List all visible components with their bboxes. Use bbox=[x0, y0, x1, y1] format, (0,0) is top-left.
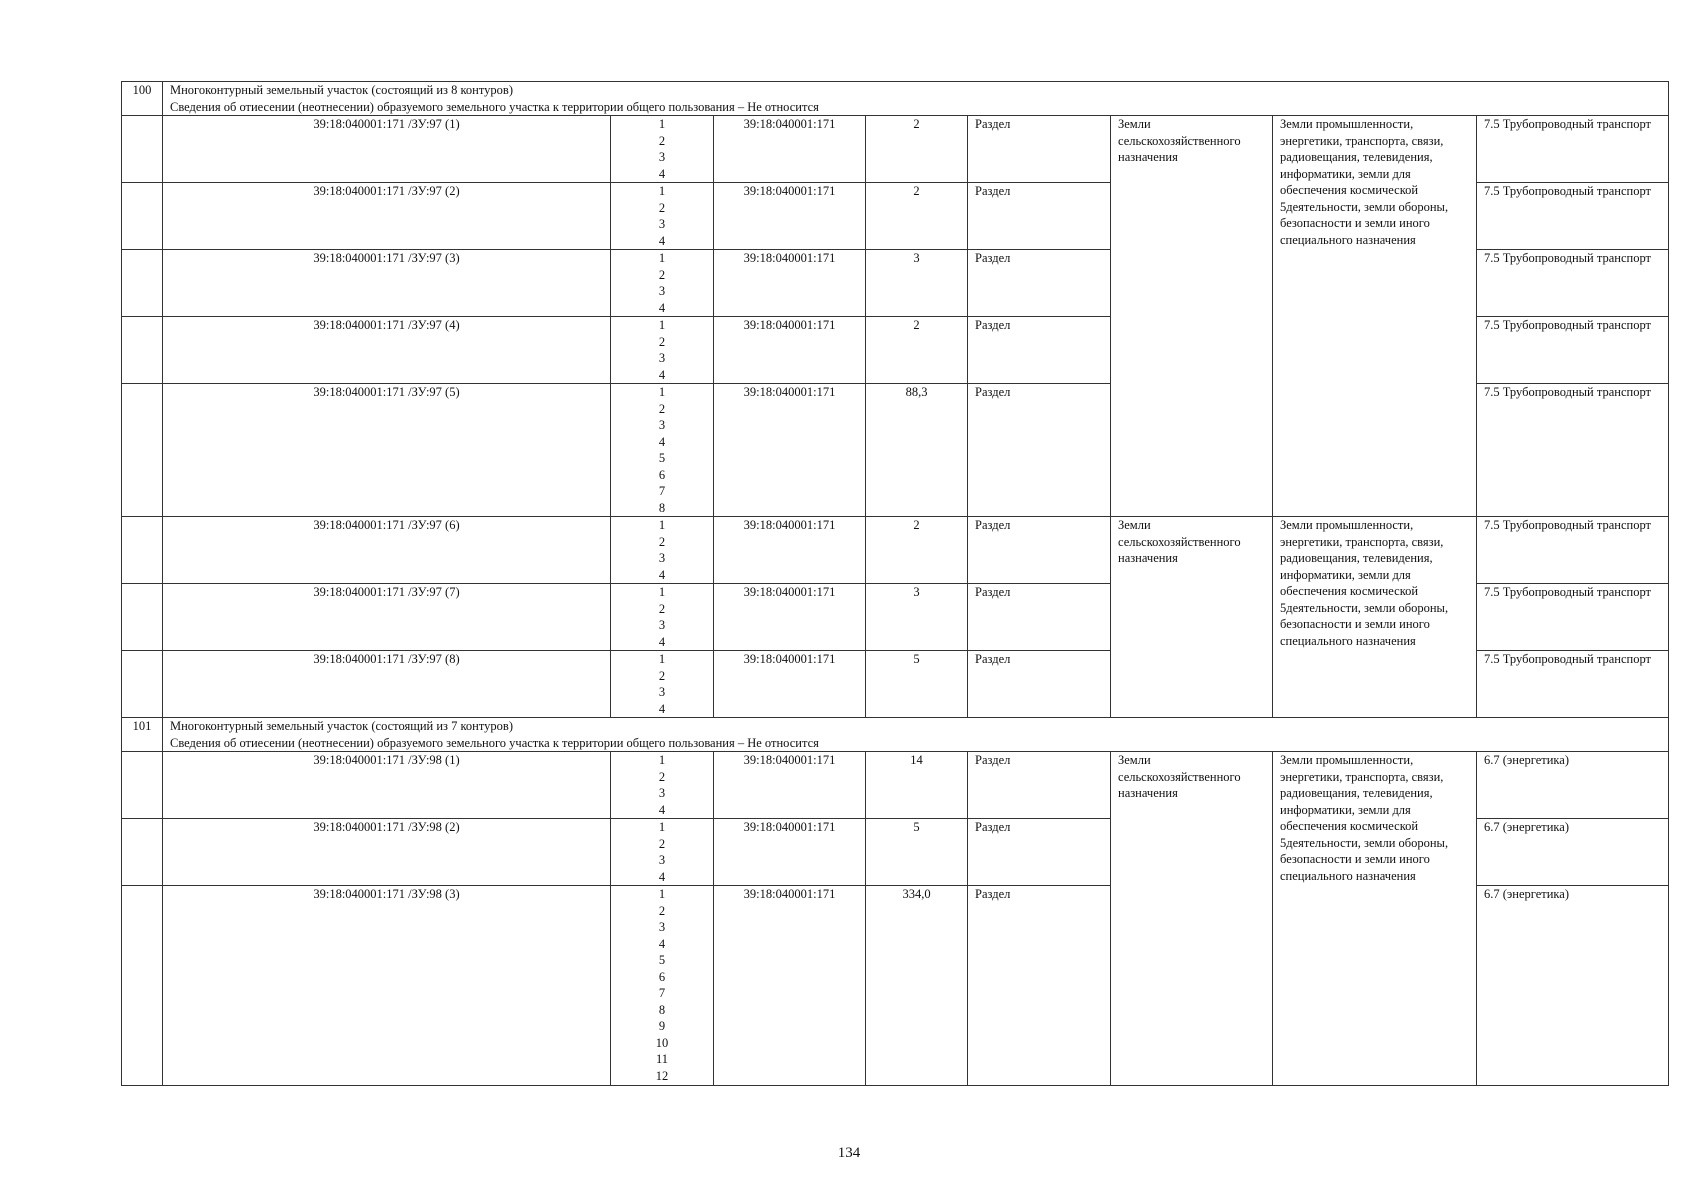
area-value: 5 bbox=[866, 651, 968, 718]
source-parcel: 39:18:040001:171 bbox=[714, 384, 866, 517]
parcel-id: 39:18:040001:171 /ЗУ:97 (7) bbox=[163, 584, 611, 651]
row-number-cell bbox=[122, 886, 163, 1086]
source-parcel: 39:18:040001:171 bbox=[714, 116, 866, 183]
formation-method: Раздел bbox=[968, 886, 1111, 1086]
group-note: Сведения об отиесении (неотнесении) образуемого земельного участка к территории общего пользования – Не относится bbox=[170, 735, 819, 750]
permitted-use: 6.7 (энергетика) bbox=[1477, 886, 1669, 1086]
area-value: 334,0 bbox=[866, 886, 968, 1086]
parcel-id: 39:18:040001:171 /ЗУ:97 (1) bbox=[163, 116, 611, 183]
parcel-id: 39:18:040001:171 /ЗУ:97 (6) bbox=[163, 517, 611, 584]
formation-method: Раздел bbox=[968, 651, 1111, 718]
parcel-id: 39:18:040001:171 /ЗУ:97 (8) bbox=[163, 651, 611, 718]
group-note: Сведения об отиесении (неотнесении) образуемого земельного участка к территории общего пользования – Не относится bbox=[170, 99, 819, 114]
group-title: Многоконтурный земельный участок (состоящий из 7 контуров) bbox=[170, 719, 513, 733]
row-number-cell bbox=[122, 317, 163, 384]
area-value: 88,3 bbox=[866, 384, 968, 517]
point-numbers: 1 2 3 4 bbox=[611, 651, 714, 718]
source-parcel: 39:18:040001:171 bbox=[714, 317, 866, 384]
table-row bbox=[122, 116, 1669, 183]
point-numbers: 1 2 3 4 bbox=[611, 584, 714, 651]
area-value: 2 bbox=[866, 517, 968, 584]
new-land-category: Земли промышленности, энергетики, транспорта, связи, радиовещания, телевидения, информатики, земли для обеспечения космической 5деятельности, земли обороны, безопасности и земли иного специального назначения bbox=[1273, 752, 1477, 1086]
formation-method: Раздел bbox=[968, 819, 1111, 886]
permitted-use: 7.5 Трубопроводный транспорт bbox=[1477, 517, 1669, 584]
parcel-id: 39:18:040001:171 /ЗУ:97 (5) bbox=[163, 384, 611, 517]
parcels-table bbox=[121, 81, 1669, 1086]
group-header bbox=[163, 82, 1669, 116]
formation-method: Раздел bbox=[968, 116, 1111, 183]
parcel-id: 39:18:040001:171 /ЗУ:98 (2) bbox=[163, 819, 611, 886]
page-number: 134 bbox=[837, 1145, 861, 1161]
permitted-use: 7.5 Трубопроводный транспорт bbox=[1477, 584, 1669, 651]
source-parcel: 39:18:040001:171 bbox=[714, 250, 866, 317]
point-numbers: 1 2 3 4 bbox=[611, 116, 714, 183]
permitted-use: 6.7 (энергетика) bbox=[1477, 819, 1669, 886]
row-number-cell bbox=[122, 584, 163, 651]
formation-method: Раздел bbox=[968, 317, 1111, 384]
area-value: 3 bbox=[866, 584, 968, 651]
permitted-use: 7.5 Трубопроводный транспорт bbox=[1477, 250, 1669, 317]
source-parcel: 39:18:040001:171 bbox=[714, 886, 866, 1086]
area-value: 2 bbox=[866, 116, 968, 183]
current-land-category: Земли сельскохозяйственного назначения bbox=[1111, 517, 1273, 718]
parcel-id: 39:18:040001:171 /ЗУ:97 (3) bbox=[163, 250, 611, 317]
current-land-category: Земли сельскохозяйственного назначения bbox=[1111, 752, 1273, 1086]
row-number-cell bbox=[122, 384, 163, 517]
source-parcel: 39:18:040001:171 bbox=[714, 584, 866, 651]
formation-method: Раздел bbox=[968, 584, 1111, 651]
area-value: 2 bbox=[866, 183, 968, 250]
area-value: 5 bbox=[866, 819, 968, 886]
permitted-use: 7.5 Трубопроводный транспорт bbox=[1477, 384, 1669, 517]
group-header-row bbox=[122, 82, 1669, 116]
group-header bbox=[163, 718, 1669, 752]
point-numbers: 1 2 3 4 bbox=[611, 819, 714, 886]
row-number-cell bbox=[122, 651, 163, 718]
group-title: Многоконтурный земельный участок (состоящий из 8 контуров) bbox=[170, 83, 513, 97]
parcel-id: 39:18:040001:171 /ЗУ:97 (2) bbox=[163, 183, 611, 250]
permitted-use: 7.5 Трубопроводный транспорт bbox=[1477, 183, 1669, 250]
group-number: 100 bbox=[122, 82, 163, 116]
parcel-id: 39:18:040001:171 /ЗУ:98 (3) bbox=[163, 886, 611, 1086]
formation-method: Раздел bbox=[968, 183, 1111, 250]
parcel-id: 39:18:040001:171 /ЗУ:98 (1) bbox=[163, 752, 611, 819]
point-numbers: 1 2 3 4 5 6 7 8 9 10 11 12 bbox=[611, 886, 714, 1086]
new-land-category: Земли промышленности, энергетики, транспорта, связи, радиовещания, телевидения, информатики, земли для обеспечения космической 5деятельности, земли обороны, безопасности и земли иного специального назначения bbox=[1273, 116, 1477, 517]
table-row bbox=[122, 752, 1669, 819]
formation-method: Раздел bbox=[968, 517, 1111, 584]
area-value: 2 bbox=[866, 317, 968, 384]
new-land-category: Земли промышленности, энергетики, транспорта, связи, радиовещания, телевидения, информатики, земли для обеспечения космической 5деятельности, земли обороны, безопасности и земли иного специального назначения bbox=[1273, 517, 1477, 718]
row-number-cell bbox=[122, 752, 163, 819]
permitted-use: 6.7 (энергетика) bbox=[1477, 752, 1669, 819]
source-parcel: 39:18:040001:171 bbox=[714, 517, 866, 584]
point-numbers: 1 2 3 4 bbox=[611, 517, 714, 584]
row-number-cell bbox=[122, 517, 163, 584]
point-numbers: 1 2 3 4 5 6 7 8 bbox=[611, 384, 714, 517]
source-parcel: 39:18:040001:171 bbox=[714, 651, 866, 718]
group-number: 101 bbox=[122, 718, 163, 752]
point-numbers: 1 2 3 4 bbox=[611, 250, 714, 317]
formation-method: Раздел bbox=[968, 250, 1111, 317]
point-numbers: 1 2 3 4 bbox=[611, 183, 714, 250]
row-number-cell bbox=[122, 819, 163, 886]
area-value: 14 bbox=[866, 752, 968, 819]
permitted-use: 7.5 Трубопроводный транспорт bbox=[1477, 651, 1669, 718]
table-row bbox=[122, 517, 1669, 584]
point-numbers: 1 2 3 4 bbox=[611, 752, 714, 819]
source-parcel: 39:18:040001:171 bbox=[714, 183, 866, 250]
formation-method: Раздел bbox=[968, 384, 1111, 517]
source-parcel: 39:18:040001:171 bbox=[714, 819, 866, 886]
group-header-row bbox=[122, 718, 1669, 752]
area-value: 3 bbox=[866, 250, 968, 317]
current-land-category: Земли сельскохозяйственного назначения bbox=[1111, 116, 1273, 517]
row-number-cell bbox=[122, 183, 163, 250]
formation-method: Раздел bbox=[968, 752, 1111, 819]
row-number-cell bbox=[122, 250, 163, 317]
point-numbers: 1 2 3 4 bbox=[611, 317, 714, 384]
permitted-use: 7.5 Трубопроводный транспорт bbox=[1477, 116, 1669, 183]
row-number-cell bbox=[122, 116, 163, 183]
source-parcel: 39:18:040001:171 bbox=[714, 752, 866, 819]
parcel-id: 39:18:040001:171 /ЗУ:97 (4) bbox=[163, 317, 611, 384]
permitted-use: 7.5 Трубопроводный транспорт bbox=[1477, 317, 1669, 384]
